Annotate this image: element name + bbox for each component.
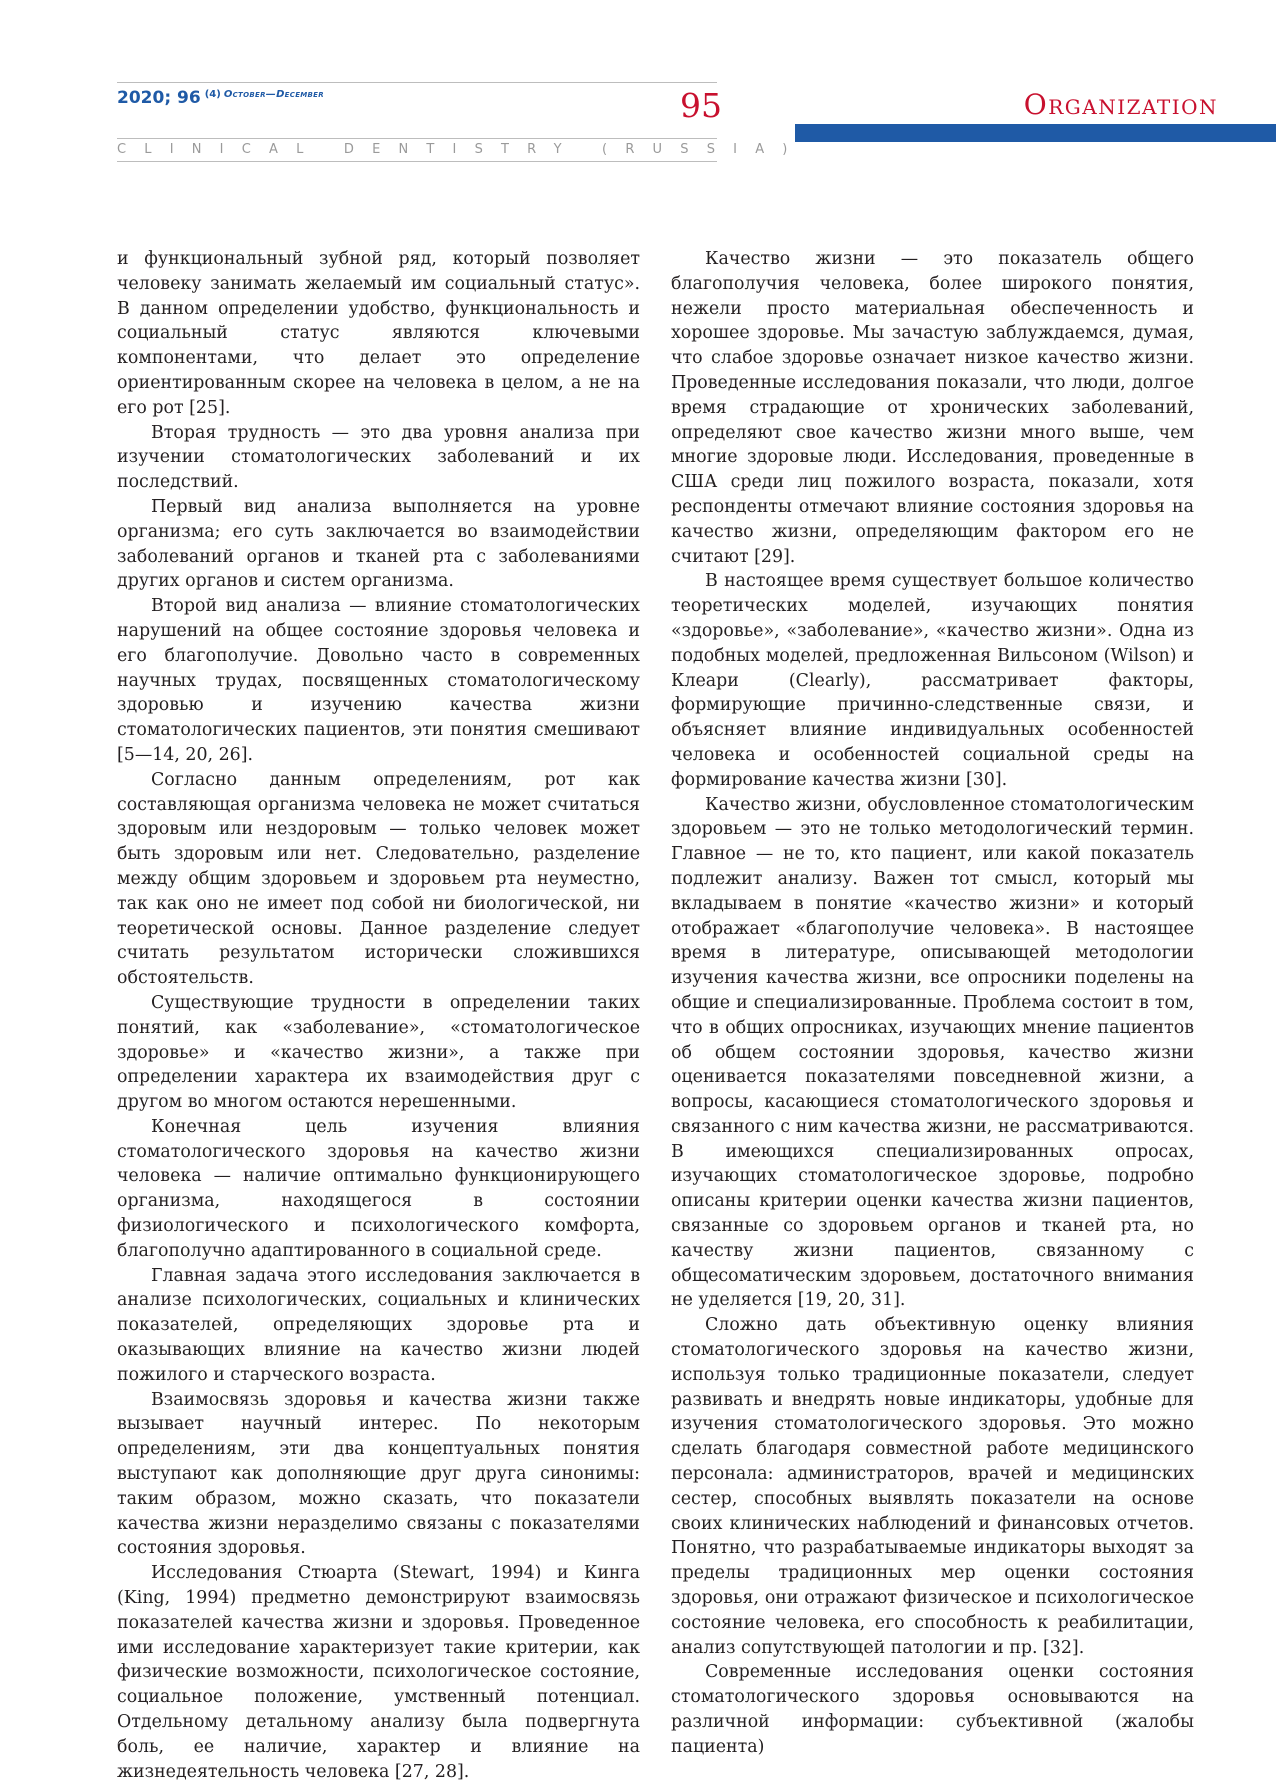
paragraph: Вторая трудность — это два уровня анализа при изучении стоматологических заболеваний и их последствий. bbox=[117, 422, 640, 493]
paragraph: и функциональный зубной ряд, который позволяет человеку занимать желаемый им социальный статус». В данном определении удобство, функциональность и социальный статус являются ключевыми компонентами, что делает это определение ориентированным скорее на человека в целом, а не на его рот [25]. bbox=[117, 249, 640, 418]
paragraph: Сложно дать объективную оценку влияния стоматологического здоровья на качество жизни, используя только традиционные показатели, следует развивать и внедрять новые индикаторы, удобные для изучения стоматологического здоровья. Это можно сделать благодаря совместной работе медицинского персонала: администраторов, врачей и медицинских сестер, способных выявлять показатели на основе своих клинических наблюдений и финансовых отчетов. Понятно, что разрабатываемые индикаторы выходят за пределы традиционных мер оценки состояния здоровья, они отражают физическое и психологическое состояние человека, его способность к реабилитации, анализ сопутствующей патологии и пр. [32]. bbox=[671, 1315, 1194, 1658]
right-column bbox=[671, 247, 1194, 1760]
paragraph: Современные исследования оценки состояния стоматологического здоровья основываются на различной информации: субъективной (жалобы пациента) bbox=[671, 1662, 1194, 1757]
issue-info bbox=[117, 88, 324, 108]
page-number: 95 bbox=[680, 86, 722, 125]
paragraph: Второй вид анализа — влияние стоматологических нарушений на общее состояние здоровья человека и его благополучие. Довольно часто в современных научных трудах, посвященных стоматологическому здоровью и изучению качества жизни стоматологических пациентов, эти понятия смешивают [5—14, 20, 26]. bbox=[117, 596, 640, 765]
paragraph: Согласно данным определениям, рот как составляющая организма человека не может считаться здоровым или нездоровым — только человек может быть здоровым или нет. Следовательно, разделение между общим здоровьем и здоровьем рта неуместно, так как оно не имеет под собой ни биологической, ни теоретической основы. Данное разделение следует считать результатом исторически сложившихся обстоятельств. bbox=[117, 769, 640, 989]
paragraph: Конечная цель изучения влияния стоматологического здоровья на качество жизни человека — наличие оптимально функционирующего организма, находящегося в состоянии физиологического и психологического комфорта, благополучно адаптированного в социальной среде. bbox=[117, 1116, 640, 1261]
section-color-bar bbox=[795, 124, 1276, 142]
left-column bbox=[117, 247, 640, 1784]
issue-period: October—December bbox=[223, 89, 324, 100]
paragraph: В настоящее время существует большое количество теоретических моделей, изучающих понятия «здоровье», «заболевание», «качество жизни». Одна из подобных моделей, предложенная Вильсоном (Wilson) и Клеари (Clearly), рассматривает факторы, формирующие причинно-следственные связи, и объясняет влияние индивидуальных особенностей человека и особенностей социальной среды на формирование качества жизни [30]. bbox=[671, 571, 1194, 790]
paragraph: Первый вид анализа выполняется на уровне организма; его суть заключается во взаимодействии заболеваний органов и тканей рта с заболеваниями других органов и систем организма. bbox=[117, 496, 640, 592]
journal-name: CLINICAL DENTISTRY (RUSSIA) bbox=[117, 142, 806, 157]
paragraph: Исследования Стюарта (Stewart, 1994) и Кинга (King, 1994) предметно демонстрируют взаимосвязь показателей качества жизни и здоровья. Проведенное ими исследование характеризует такие критерии, как физические возможности, психологическое состояние, социальное положение, умственный потенциал. Отдельному детальному анализу была подвергнута боль, ее наличие, характер и влияние на жизнедеятельность человека [27, 28]. bbox=[117, 1563, 640, 1782]
paragraph: Существующие трудности в определении таких понятий, как «заболевание», «стоматологическое здоровье» и «качество жизни», а также при определении характера их взаимодействия друг с другом во многом остаются нерешенными. bbox=[117, 992, 640, 1113]
paragraph: Главная задача этого исследования заключается в анализе психологических, социальных и клинических показателей, определяющих здоровье рта и оказывающих влияние на качество жизни людей пожилого и старческого возраста. bbox=[117, 1265, 640, 1385]
header-rule-bottom bbox=[117, 161, 717, 162]
section-title: Organization bbox=[1023, 88, 1218, 121]
year-volume: 2020; 96 bbox=[117, 88, 201, 108]
header-rule-middle bbox=[117, 138, 717, 139]
paragraph: Взаимосвязь здоровья и качества жизни также вызывает научный интерес. По некоторым определениям, эти два концептуальных понятия выступают как дополняющие друг друга синонимы: таким образом, можно сказать, что показатели качества жизни неразделимо связаны с показателями состояния здоровья. bbox=[117, 1389, 640, 1559]
header-rule-top bbox=[117, 82, 717, 83]
paragraph: Качество жизни — это показатель общего благополучия человека, более широкого понятия, нежели просто материальная обеспеченность и хорошее здоровье. Мы зачастую заблуждаемся, думая, что слабое здоровье означает низкое качество жизни. Проведенные исследования показали, что люди, долгое время страдающие от хронических заболеваний, определяют свое качество жизни много выше, чем многие здоровые люди. Исследования, проведенные в США среди лиц пожилого возраста, показали, хотя респонденты отмечают влияние состояния здоровья на качество жизни, определяющим фактором его не считают [29]. bbox=[671, 249, 1194, 567]
page-header bbox=[0, 0, 1276, 157]
paragraph: Качество жизни, обусловленное стоматологическим здоровьем — это не только методологический термин. Главное — не то, кто пациент, или какой показатель подлежит анализу. Важен тот смысл, который мы вкладываем в понятие «качество жизни» и который отображает «благополучие человека». В настоящее время в литературе, описывающей методологии изучения качества жизни, все опросники поделены на общие и специализированные. Проблема состоит в том, что в общих опросниках, изучающих мнение пациентов об общем состоянии здоровья, качество жизни оценивается показателями повседневной жизни, а вопросы, касающиеся стоматологического здоровья и связанного с ним качества жизни, не рассматриваются. В имеющихся специализированных опросах, изучающих стоматологическое здоровье, подробно описаны критерии оценки качества жизни пациентов, связанные со здоровьем органов и тканей рта, но качеству жизни пациентов, связанному с общесоматическим здоровьем, достаточного внимания не уделяется [19, 20, 31]. bbox=[671, 794, 1194, 1311]
issue-number: (4) bbox=[204, 89, 221, 100]
